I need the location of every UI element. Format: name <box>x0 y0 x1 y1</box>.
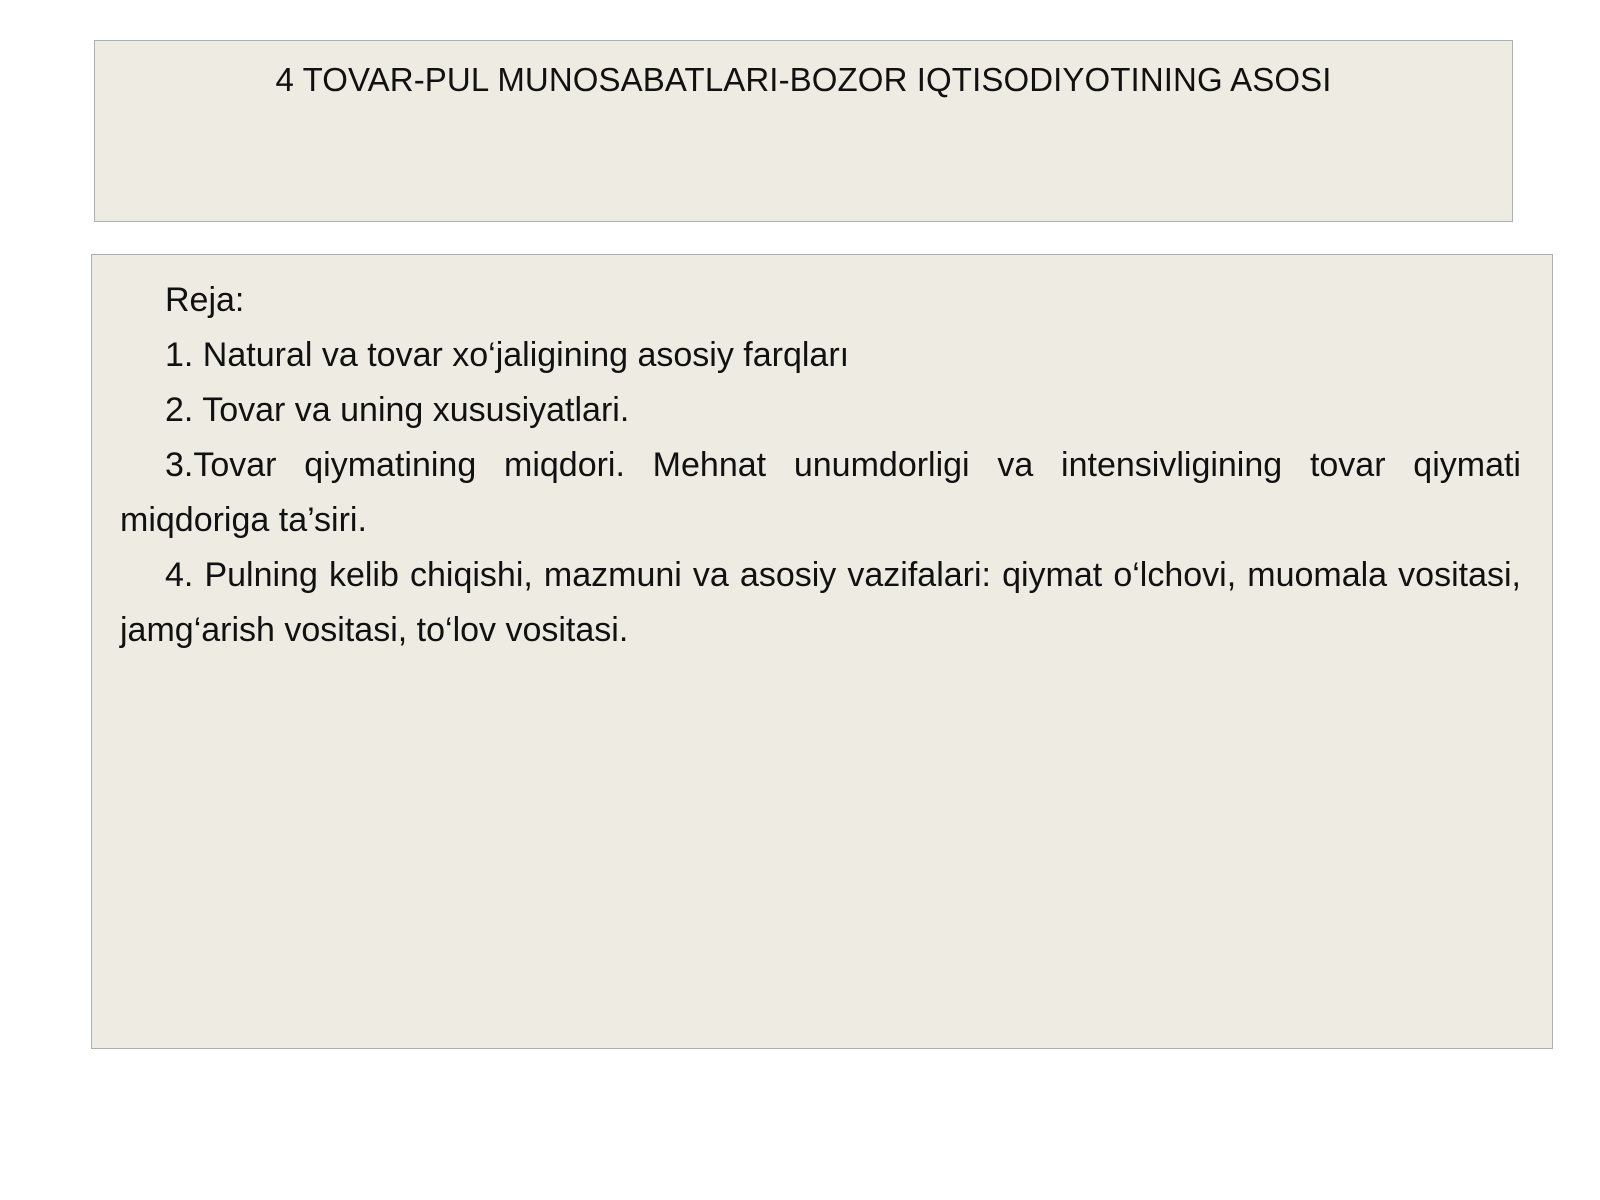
slide-title: 4 TOVAR-PUL MUNOSABATLARI-BOZOR IQTISODIYOTINING ASOSI <box>275 61 1332 98</box>
plan-item: 3.Tovar qiymatining miqdori. Mehnat unumdorligi va intensivligining tovar qiymati miqdoriga ta’siri. <box>120 446 1521 539</box>
content-panel <box>91 254 1553 1049</box>
plan-item: 2. Tovar va uning xususiyatlari. <box>165 391 630 429</box>
plan-item: 1. Natural va tovar xo‘jaligining asosiy farqları <box>165 336 850 374</box>
plan-item: 4. Pulning kelib chiqishi, mazmuni va asosiy vazifalari: qiymat o‘lchovi, muomala vositasi, jamg‘arish vositasi, to‘lov vositasi. <box>120 556 1521 649</box>
plan-text <box>120 273 1521 658</box>
title-panel <box>94 40 1513 222</box>
plan-heading: Reja: <box>165 281 245 319</box>
